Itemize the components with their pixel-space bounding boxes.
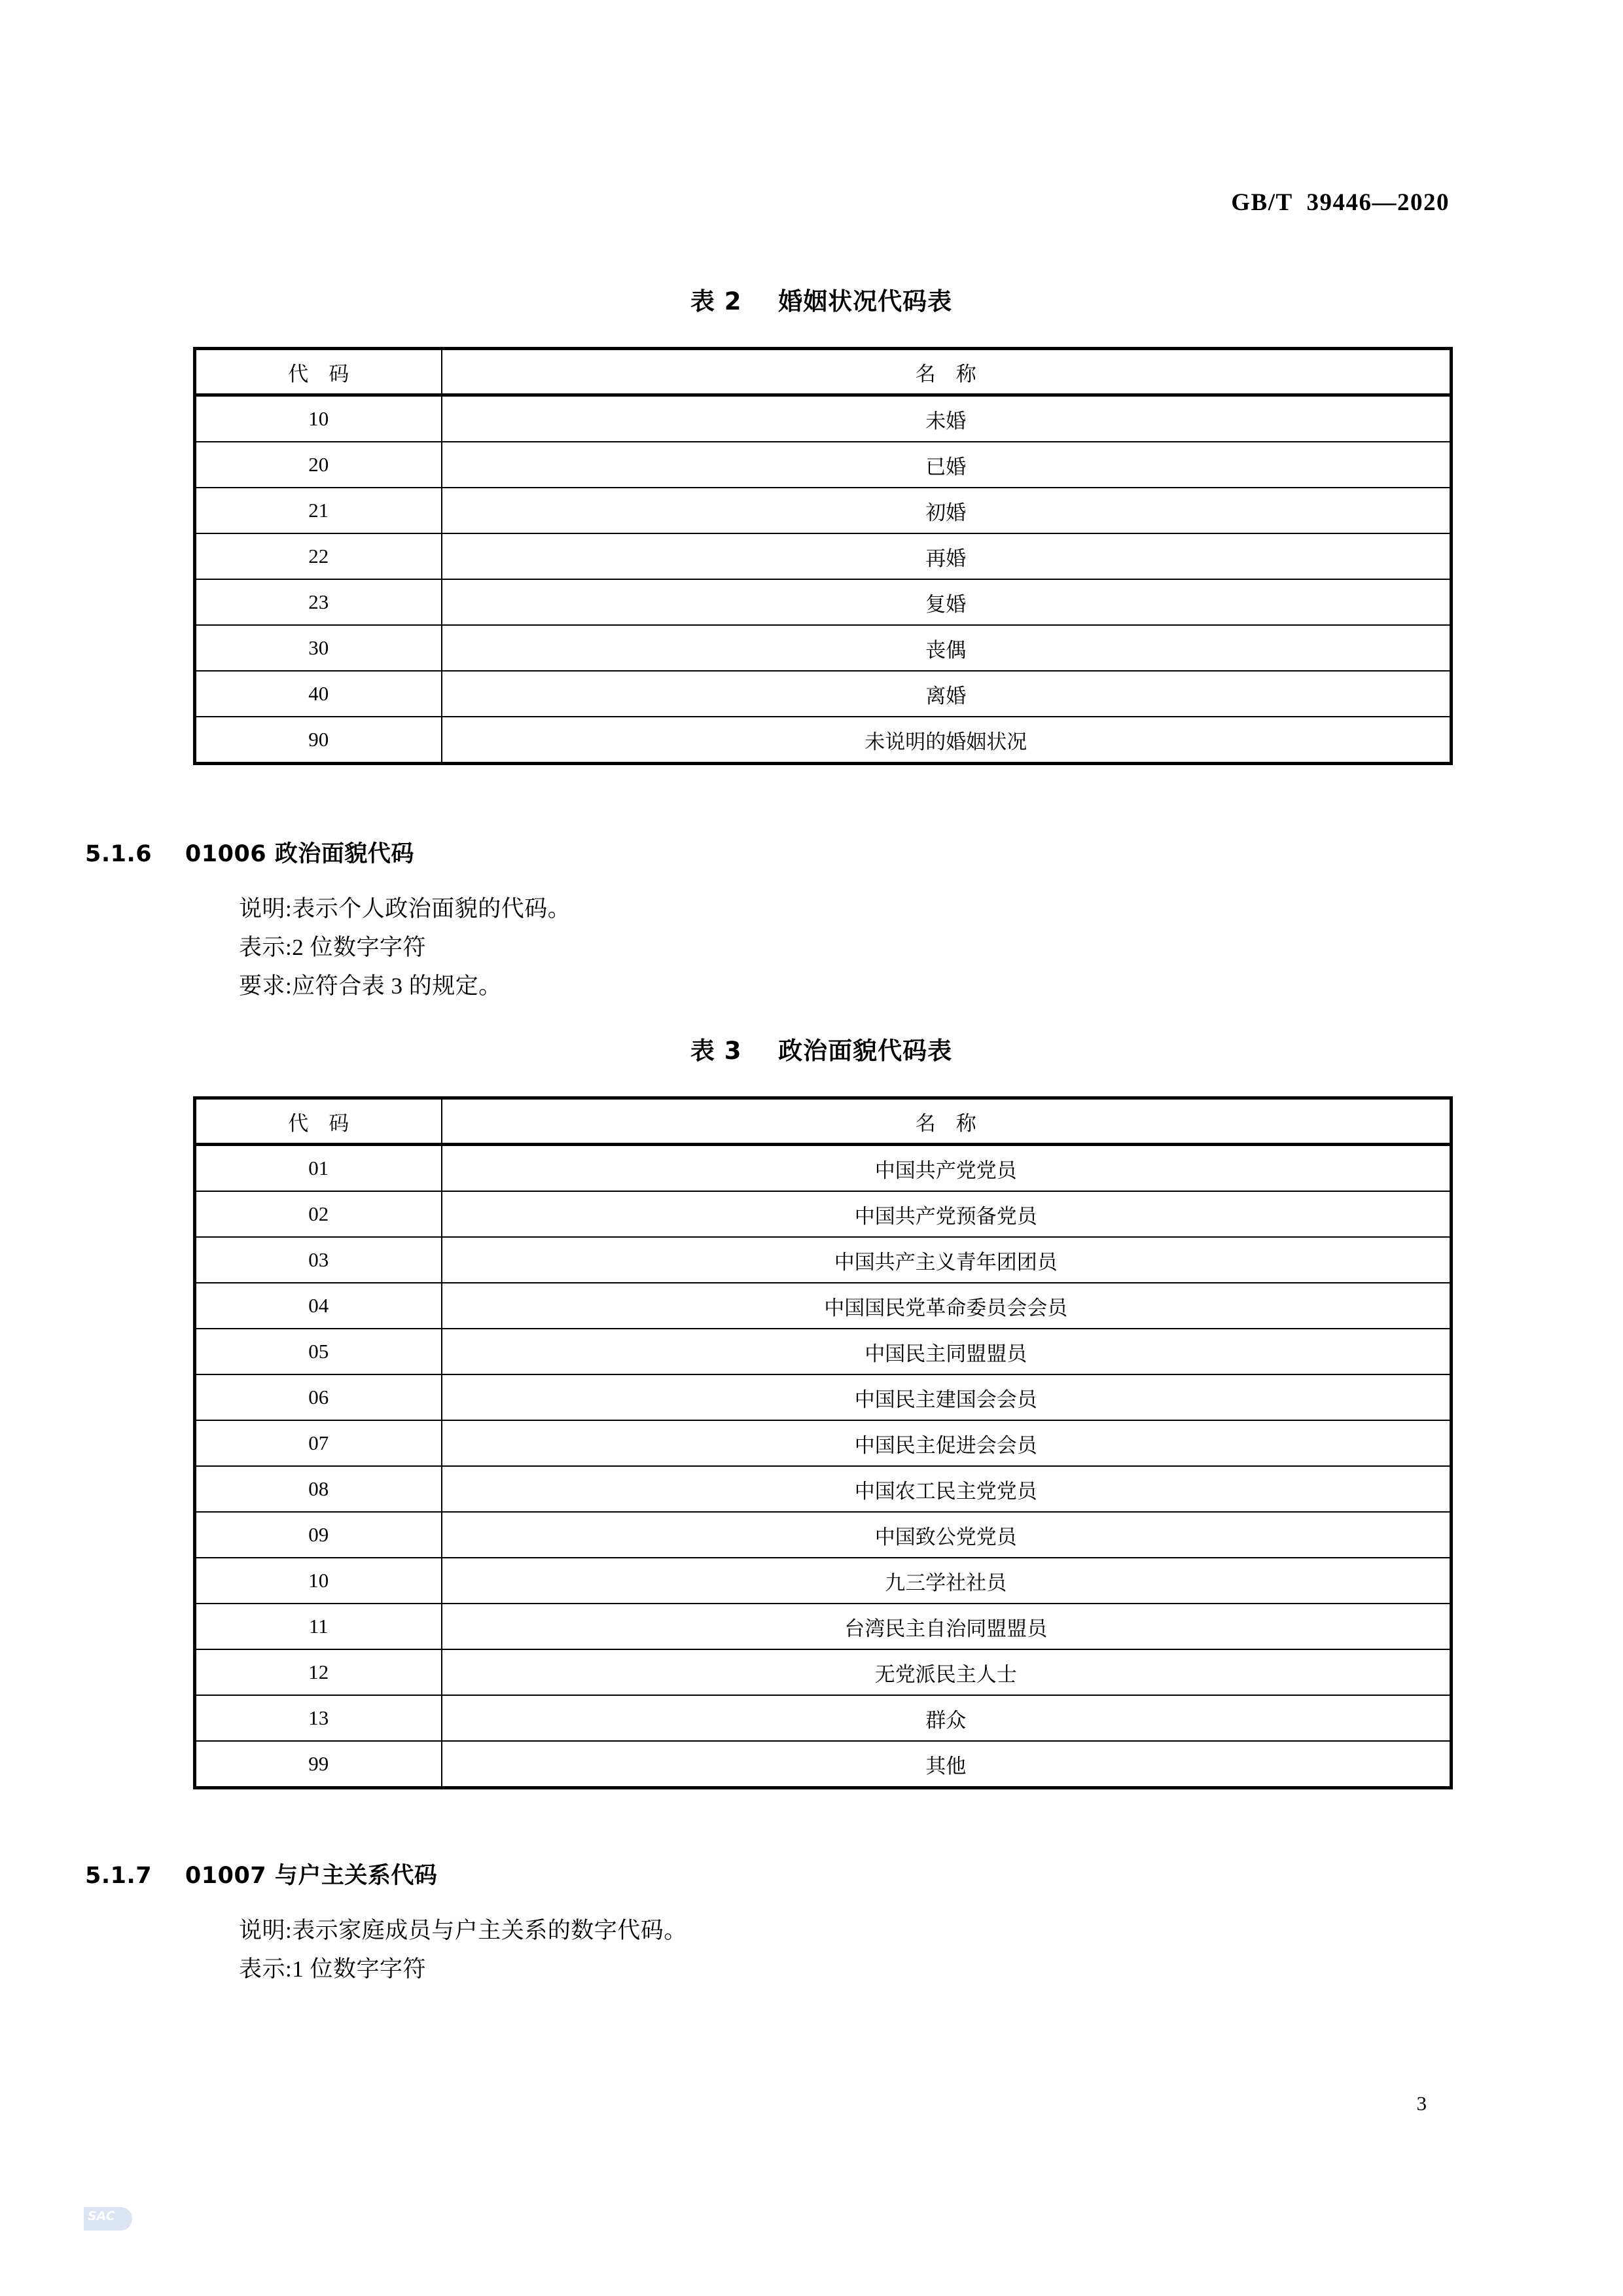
cell-name: 丧偶 — [442, 625, 1452, 671]
table-row — [195, 1145, 1452, 1192]
table-row — [195, 533, 1452, 579]
cell-name: 中国共产主义青年团团员 — [442, 1237, 1452, 1283]
cell-name: 九三学社社员 — [442, 1558, 1452, 1604]
cell-name: 中国民主建国会会员 — [442, 1374, 1452, 1420]
table-row — [195, 1329, 1452, 1374]
cell-code: 04 — [195, 1283, 442, 1329]
table-row — [195, 1191, 1452, 1237]
running-header-standard-number: GB/T 39446—2020 — [1231, 189, 1450, 216]
table-row — [195, 395, 1452, 442]
table-header-row — [195, 349, 1452, 395]
column-header-code: 代 码 — [195, 349, 442, 395]
table-row — [195, 579, 1452, 625]
cell-code: 20 — [195, 442, 442, 488]
table-row — [195, 717, 1452, 764]
cell-code: 99 — [195, 1741, 442, 1788]
table3-caption: 表 3 政治面貌代码表 — [690, 1037, 953, 1065]
cell-code: 40 — [195, 671, 442, 717]
cell-code: 01 — [195, 1145, 442, 1192]
page-content — [85, 0, 1450, 1984]
cell-name: 已婚 — [442, 442, 1452, 488]
table-row — [195, 1512, 1452, 1558]
cell-code: 12 — [195, 1649, 442, 1695]
cell-code: 03 — [195, 1237, 442, 1283]
cell-code: 02 — [195, 1191, 442, 1237]
cell-name: 中国民主同盟盟员 — [442, 1329, 1452, 1374]
table2-caption: 表 2 婚姻状况代码表 — [690, 287, 953, 315]
table-row — [195, 1466, 1452, 1512]
cell-name: 中国农工民主党党员 — [442, 1466, 1452, 1512]
cell-name: 中国共产党党员 — [442, 1145, 1452, 1192]
table-row — [195, 442, 1452, 488]
cell-name: 未婚 — [442, 395, 1452, 442]
table-row — [195, 1649, 1452, 1695]
cell-name: 群众 — [442, 1695, 1452, 1741]
section-5-1-7-line-2: 表示:1 位数字字符 — [239, 1956, 426, 1982]
cell-code: 10 — [195, 395, 442, 442]
section-5-1-6-line-1: 说明:表示个人政治面貌的代码。 — [239, 896, 571, 922]
cell-name: 中国国民党革命委员会会员 — [442, 1283, 1452, 1329]
cell-name: 中国共产党预备党员 — [442, 1191, 1452, 1237]
cell-name: 离婚 — [442, 671, 1452, 717]
cell-name: 台湾民主自治同盟盟员 — [442, 1604, 1452, 1649]
cell-name: 再婚 — [442, 533, 1452, 579]
cell-name: 其他 — [442, 1741, 1452, 1788]
table-row — [195, 488, 1452, 533]
cell-name: 未说明的婚姻状况 — [442, 717, 1452, 764]
table-row — [195, 1283, 1452, 1329]
cell-code: 11 — [195, 1604, 442, 1649]
marital-status-code-table — [193, 347, 1453, 765]
table-row — [195, 1374, 1452, 1420]
section-5-1-6-line-3: 要求:应符合表 3 的规定。 — [239, 973, 502, 999]
column-header-name: 名 称 — [442, 349, 1452, 395]
table-row — [195, 671, 1452, 717]
cell-code: 22 — [195, 533, 442, 579]
cell-code: 08 — [195, 1466, 442, 1512]
cell-code: 05 — [195, 1329, 442, 1374]
column-header-name: 名 称 — [442, 1098, 1452, 1145]
section-heading-5-1-6: 5.1.6 01006 政治面貌代码 — [85, 841, 414, 867]
cell-code: 09 — [195, 1512, 442, 1558]
table3-body — [195, 1145, 1452, 1788]
cell-code: 30 — [195, 625, 442, 671]
section-5-1-7-line-1: 说明:表示家庭成员与户主关系的数字代码。 — [239, 1918, 687, 1943]
cell-name: 中国致公党党员 — [442, 1512, 1452, 1558]
table-row — [195, 1237, 1452, 1283]
table-row — [195, 1420, 1452, 1466]
cell-code: 07 — [195, 1420, 442, 1466]
cell-code: 06 — [195, 1374, 442, 1420]
section-5-1-6-line-2: 表示:2 位数字字符 — [239, 935, 426, 960]
cell-code: 10 — [195, 1558, 442, 1604]
cell-name: 中国民主促进会会员 — [442, 1420, 1452, 1466]
cell-code: 13 — [195, 1695, 442, 1741]
cell-code: 90 — [195, 717, 442, 764]
table2-body — [195, 395, 1452, 764]
column-header-code: 代 码 — [195, 1098, 442, 1145]
sac-logo-watermark — [84, 2207, 132, 2241]
table-row — [195, 1558, 1452, 1604]
cell-code: 21 — [195, 488, 442, 533]
page-number: 3 — [1416, 2092, 1427, 2115]
political-status-code-table — [193, 1096, 1453, 1789]
cell-code: 23 — [195, 579, 442, 625]
table-row — [195, 1741, 1452, 1788]
table-row — [195, 625, 1452, 671]
table-header-row — [195, 1098, 1452, 1145]
table-row — [195, 1604, 1452, 1649]
section-heading-5-1-7: 5.1.7 01007 与户主关系代码 — [85, 1863, 438, 1889]
table-row — [195, 1695, 1452, 1741]
cell-name: 复婚 — [442, 579, 1452, 625]
svg-text:SAC: SAC — [88, 2209, 115, 2223]
cell-name: 无党派民主人士 — [442, 1649, 1452, 1695]
cell-name: 初婚 — [442, 488, 1452, 533]
